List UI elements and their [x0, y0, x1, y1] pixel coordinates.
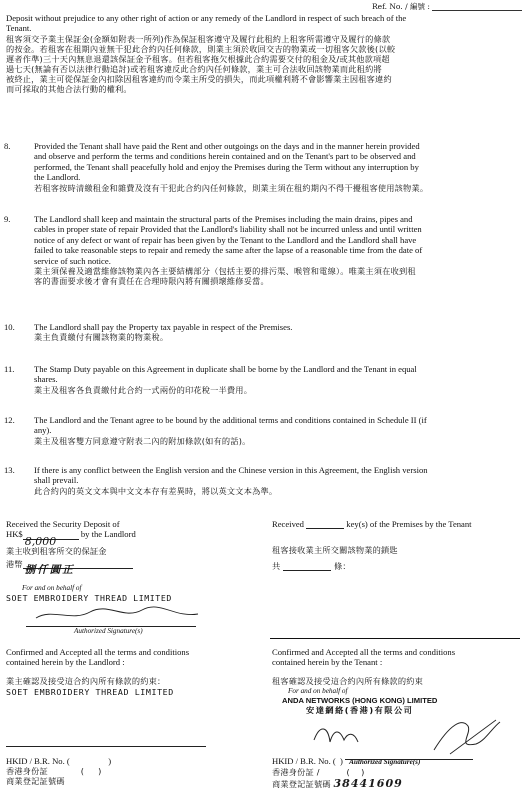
tenant-authorized-signature-label: Authorized Signature(s)	[349, 758, 421, 766]
hkid-zh-label: 香港身份証	[6, 766, 48, 777]
hkid-label: HKID / B.R. No.	[6, 756, 65, 766]
clause-en-line: performed, the Tenant shall peacefully hold and enjoy the Premises during the Term without any interruption by	[34, 161, 419, 172]
tenant-hkid-row: HKID / B.R. No. ( ) Authorized Signature(s)	[272, 756, 421, 766]
deposit-amount-handwritten: 8,000	[24, 534, 57, 548]
landlord-confirm-line: contained herein by the Landlord :	[6, 657, 125, 668]
deposit-amount-field	[23, 534, 79, 548]
deposit-amount-zh-row	[6, 558, 256, 576]
keys-count-zh-row	[272, 561, 522, 571]
hkd-zh-label: 港幣	[6, 558, 23, 569]
keys-receipt-row	[272, 519, 522, 529]
clause-en-line: cables in proper state of repair Provided that the Landlord's liability shall not be incurred unless and until written	[34, 224, 422, 235]
landlord-confirm-signature-line	[6, 746, 206, 747]
keys-received-suffix: key(s) of the Premises by the Tenant	[346, 519, 472, 529]
landlord-id-block	[6, 756, 256, 786]
clause-en-line: The Stamp Duty payable on this Agreement in duplicate shall be borne by the Landlord and the Tenant in equal	[34, 364, 417, 374]
currency-label: HK$	[6, 529, 23, 540]
clause-number: 9.	[4, 214, 11, 224]
deposit-receipt-zh: 業主收到租客所交的保証金	[6, 545, 107, 556]
clause-number: 10.	[4, 322, 15, 332]
deposit-paragraph	[6, 13, 520, 94]
tenant-id-block	[272, 756, 522, 790]
deposit-amount-zh-field	[23, 563, 133, 576]
tenant-br-zh-row	[272, 777, 522, 790]
clause-en-line: shares.	[34, 374, 58, 385]
tenant-confirm-zh: 租客確認及接受這合約內所有條款的約束	[272, 675, 423, 686]
landlord-stamp-receipt	[6, 584, 226, 635]
landlord-confirm-company: SOET EMBROIDERY THREAD LIMITED	[6, 686, 174, 697]
deposit-zh-line: 租客須交予業主保証金(金額如附表一所列)作為保証租客遵守及履行此租約上租客所需遵守及履行的條款	[6, 33, 391, 44]
clause-en-line: The Landlord shall keep and maintain the structural parts of the Premises including the main drains, pipes and	[34, 214, 413, 224]
clause-number: 8.	[4, 141, 11, 151]
deposit-zh-line: 過七天(無論有否以法律行動追討)或若租客違反此合約內任何條款，業主可合法收回該物業而此租約將	[6, 63, 382, 74]
clause-en-line: and observe and perform the terms and conditions herein contained and on the Tenant's part to be observed and	[34, 151, 416, 162]
for-behalf-text: For and on behalf of	[22, 584, 82, 592]
clause-en-line: the Landlord.	[34, 172, 81, 183]
clause-zh-line: 客的書面要求後才會有責任在合理時限內將有關損壞維修妥當。	[34, 276, 269, 287]
keys-count-field	[306, 528, 344, 529]
deposit-zh-line: 被終止，業主可從保証金內扣除因租客違約而令業主所受的損失，而此項權利將不會影響業主因租客違約	[6, 73, 392, 84]
hkid-label: HKID / B.R. No.	[272, 756, 331, 766]
clause-en-line: The Landlord shall pay the Property tax payable in respect of the Premises.	[34, 322, 293, 332]
deposit-en-line: Tenant.	[6, 23, 32, 34]
tenant-company-name: ANDA NETWORKS (HONG KONG) LIMITED	[282, 695, 438, 705]
keys-received-label: Received	[272, 519, 304, 529]
tenant-confirm-line: Confirmed and Accepted all the terms and conditions	[272, 647, 456, 657]
landlord-hkid-zh: 香港身份証 ( )	[6, 766, 102, 777]
tenant-receipt-signature-line	[270, 638, 520, 639]
tenant-company-name-zh: 安達網絡(香港)有限公司	[306, 705, 414, 715]
clause-en-line: any).	[34, 425, 52, 436]
clause-zh-line: 業主負責繳付有關該物業的物業稅。	[34, 332, 169, 343]
keys-unit-label: 條：	[334, 561, 351, 572]
landlord-hkid-row: HKID / B.R. No. ( )	[6, 756, 120, 766]
hkid-zh-label: 香港身份証 /	[272, 766, 320, 777]
clause-12	[4, 415, 520, 446]
clause-en-line: service of such notice.	[34, 255, 111, 266]
keys-receipt	[272, 519, 522, 571]
deposit-zh-line: 而可採取的其他合法行動的權利。	[6, 83, 132, 94]
clause-en-line: The Landlord and the Tenant agree to be bound by the additional terms and conditions contained in Schedule II (if	[34, 415, 427, 425]
deposit-receipt	[6, 519, 256, 576]
clause-en-line: notice of any defect or want of repair has been given by the Tenant to the Landlord and the Landlord shall have	[34, 234, 417, 245]
keys-receipt-zh: 租客接收業主所交關該物業的鎖匙	[272, 545, 398, 556]
deposit-zh-line: 遲者作準)三十天內無息退還該保証金予租客。但若租客拖欠根據此合約需要交付的租金及/或其他款項超	[6, 53, 390, 64]
clause-number: 13.	[4, 465, 15, 475]
deposit-zh-line: 的按金。若租客在租期內並無干犯此合約內任何條款，則業主須於收回交吉的物業或一切租客欠款後(以較	[6, 43, 396, 54]
tenant-hkid-zh: 香港身份証 / ( )	[272, 766, 365, 777]
keys-total-label: 共	[272, 561, 281, 572]
tenant-confirm-signature-line	[345, 759, 473, 760]
clause-8	[4, 141, 520, 193]
tenant-signature-scribble	[300, 714, 520, 760]
clause-13	[4, 465, 520, 496]
tenant-br-number: 38441609	[333, 776, 403, 790]
tenant-confirmation	[272, 647, 522, 715]
deposit-receipt-line: Received the Security Deposit of	[6, 519, 120, 529]
br-zh-label: 商業登記証號碼	[272, 778, 331, 789]
tenant-for-behalf-text: For and on behalf of	[288, 686, 348, 695]
clause-zh-line: 業主及租客各負責繳付此合約一式兩份的印花稅一半費用。	[34, 384, 253, 395]
clause-zh-line: 業主及租客雙方同意遵守附表二內的附加條款(如有的話)。	[34, 435, 251, 446]
ref-no-value-line	[432, 2, 522, 11]
clause-en-line: failed to take reasonable steps to repair and remedy the same after the lapse of a reasonable time from the date of	[34, 245, 423, 256]
clause-number: 11.	[4, 364, 15, 374]
authorized-signature-label: Authorized Signature(s)	[74, 627, 143, 635]
clause-en-line: shall prevail.	[34, 475, 79, 486]
landlord-signature-scribble	[32, 604, 202, 626]
clause-en-line: If there is any conflict between the English version and the Chinese version in this Agreement, the English version	[34, 465, 428, 475]
clause-11	[4, 364, 520, 395]
landlord-company-name: SOET EMBROIDERY THREAD LIMITED	[6, 592, 172, 603]
deposit-en-line: Deposit without prejudice to any other right of action or any remedy of the Landlord in respect of such breach of the	[6, 13, 407, 23]
clause-zh-line: 業主須保養及適當維修該物業內各主要結構部分（包括主要的排污渠、喉管和電線）。唯業主須在收到租	[34, 266, 416, 277]
clause-zh-line: 若租客按時清繳租金和雜費及沒有干犯此合約內任何條款，則業主須在租約期內不得干擾租客使用該物業。	[34, 182, 429, 193]
deposit-by-label: by the Landlord	[80, 529, 136, 540]
landlord-confirm-line: Confirmed and Accepted all the terms and conditions	[6, 647, 190, 657]
keys-count-zh-field	[283, 570, 331, 571]
deposit-amount-zh-handwritten: 捌仟圓正	[24, 563, 75, 576]
clause-en-line: Provided the Tenant shall have paid the Rent and other outgoings on the days and in the manner herein provided	[34, 141, 420, 151]
clause-zh-line: 此合約內的英文文本與中文文本存有差異時，將以英文文本為準。	[34, 485, 278, 496]
ref-no	[372, 2, 522, 11]
tenant-confirm-line: contained herein by the Tenant :	[272, 657, 383, 668]
landlord-br-zh: 商業登記証號碼	[6, 776, 65, 787]
ref-no-label: Ref. No. / 編號 :	[372, 2, 430, 11]
clause-10	[4, 322, 520, 342]
clause-number: 12.	[4, 415, 15, 425]
clause-9	[4, 214, 520, 286]
landlord-confirm-zh: 業主確認及接受這合約內所有條款的約束：	[6, 675, 166, 686]
deposit-amount-row	[6, 529, 256, 548]
landlord-confirmation	[6, 647, 261, 697]
